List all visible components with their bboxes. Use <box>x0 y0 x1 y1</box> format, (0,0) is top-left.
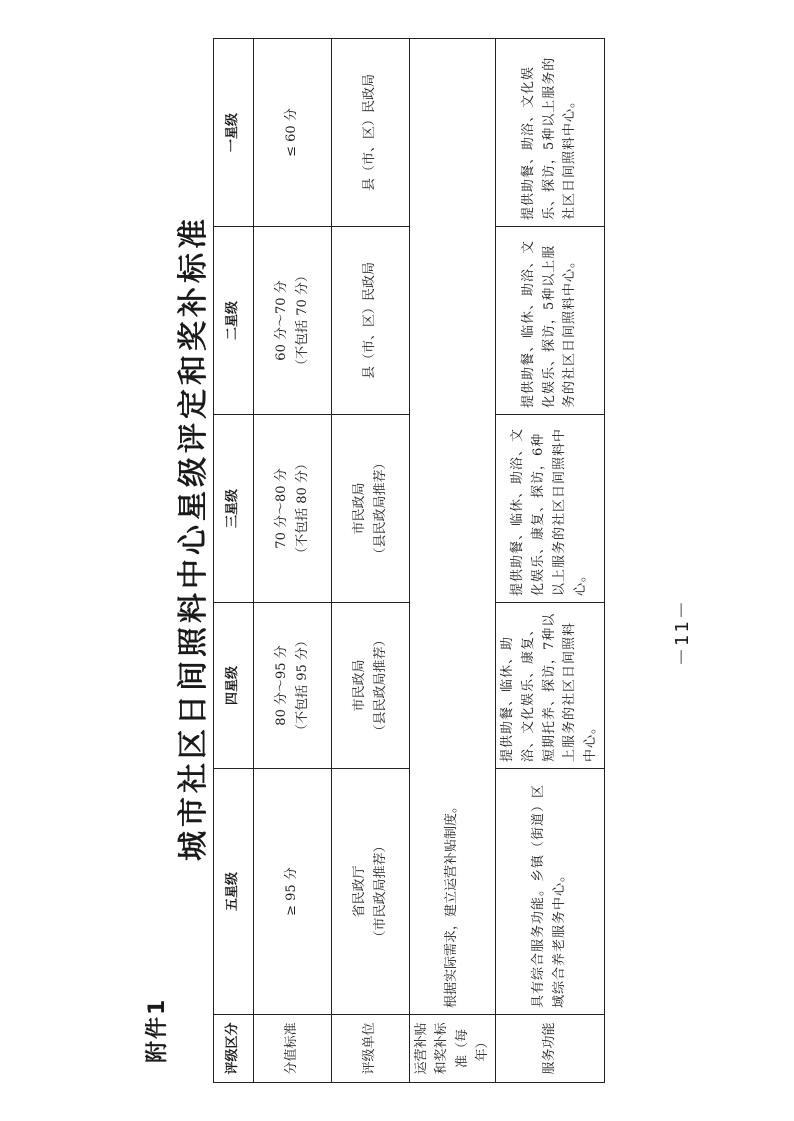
score-three-range: 70 分～80 分 <box>274 468 290 549</box>
score-two-note: （不包括 70 分） <box>294 269 310 372</box>
header-four-star: 四星级 <box>214 603 254 769</box>
function-two-star: 提供助餐、临休、助浴、文化娱乐、探访，5种以上服务的社区日间照料中心。 <box>496 227 605 415</box>
standards-table <box>213 38 605 1083</box>
header-one-star: 一星级 <box>214 39 254 227</box>
unit-three-name: 市民政局 <box>352 482 368 535</box>
attachment-label: 附件1 <box>145 997 170 1063</box>
unit-one-star: 县（市、区）民政局 <box>332 39 410 227</box>
score-three-note: （不包括 80 分） <box>294 457 310 560</box>
function-one-star: 提供助餐、助浴、文化娱乐、探访，5种以上服务的社区日间照料中心。 <box>496 39 605 227</box>
unit-two-star: 县（市、区）民政局 <box>332 227 410 415</box>
score-four-star <box>254 603 332 769</box>
unit-row-label: 评级单位 <box>332 1015 410 1083</box>
score-row <box>254 39 332 1083</box>
score-one-star: ≤ 60 分 <box>254 39 332 227</box>
function-four-star: 提供助餐、临休、助浴、文化娱乐、康复、短期托养、探访，7种以上服务的社区日间照料中心。 <box>496 603 605 769</box>
score-two-range: 60 分～70 分 <box>274 280 290 361</box>
unit-four-star <box>332 603 410 769</box>
score-five-star: ≥ 95 分 <box>254 769 332 1015</box>
table-header-row <box>214 39 254 1083</box>
unit-five-note: （市民政局推荐） <box>372 839 388 944</box>
unit-four-name: 市民政局 <box>352 659 368 712</box>
page-number: －11－ <box>672 599 693 666</box>
score-two-star <box>254 227 332 415</box>
score-four-note: （不包括 95 分） <box>294 634 310 737</box>
score-row-label: 分值标准 <box>254 1015 332 1083</box>
function-row-label: 服务功能 <box>496 1015 605 1083</box>
unit-five-star <box>332 769 410 1015</box>
header-category: 评级区分 <box>214 1015 254 1083</box>
header-three-star: 三星级 <box>214 415 254 603</box>
subsidy-content: 根据实际需求，建立运营补贴制度。 <box>410 39 496 1015</box>
score-four-range: 80 分～95 分 <box>274 645 290 726</box>
unit-five-name: 省民政厅 <box>352 865 368 918</box>
subsidy-label-line-2: 和奖补标 <box>434 1022 450 1075</box>
header-five-star: 五星级 <box>214 769 254 1015</box>
subsidy-row <box>410 39 496 1083</box>
header-two-star: 二星级 <box>214 227 254 415</box>
unit-three-star <box>332 415 410 603</box>
subsidy-label-line-1: 运营补贴 <box>414 1022 430 1075</box>
unit-four-note: （县民政局推荐） <box>372 633 388 738</box>
function-five-star: 具有综合服务功能。乡镇（街道）区域综合养老服务中心。 <box>496 769 605 1015</box>
unit-three-note: （县民政局推荐） <box>372 456 388 561</box>
function-three-star: 提供助餐、临休、助浴、文化娱乐、康复、探访，6种以上服务的社区日间照料中心。 <box>496 415 605 603</box>
function-row <box>496 39 605 1083</box>
subsidy-label-line-3: 准（每年） <box>454 1029 490 1069</box>
unit-row <box>332 39 410 1083</box>
subsidy-row-label <box>410 1015 496 1083</box>
score-three-star <box>254 415 332 603</box>
document-title: 城市社区日间照料中心星级评定和奖补标准 <box>176 215 211 861</box>
